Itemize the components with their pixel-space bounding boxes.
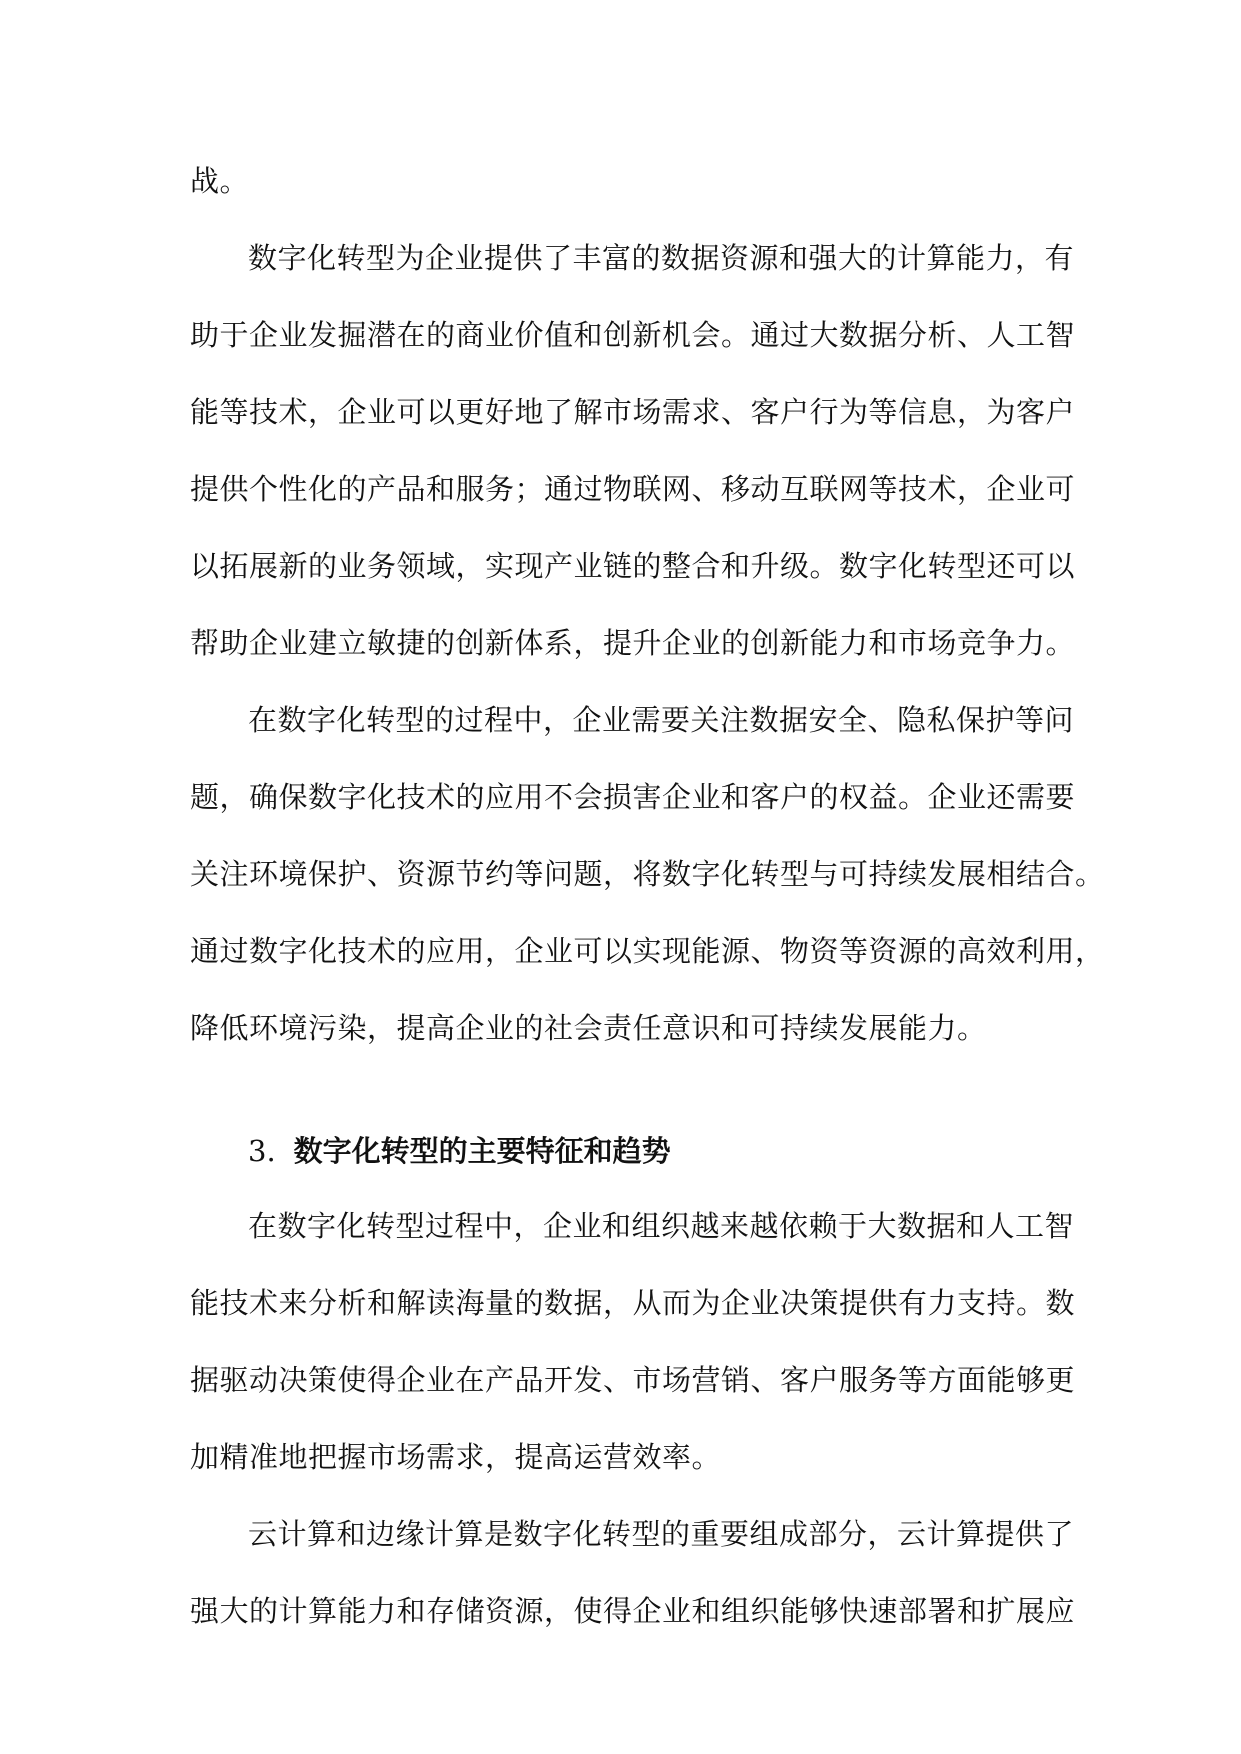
paragraph-1 — [190, 220, 1076, 682]
paragraph-line: 关注环境保护、资源节约等问题，将数字化转型与可持续发展相结合。 — [190, 857, 1105, 891]
paragraph-line: 强大的计算能力和存储资源，使得企业和组织能够快速部署和扩展应 — [190, 1594, 1076, 1628]
paragraph-line: 帮助企业建立敏捷的创新体系，提升企业的创新能力和市场竞争力。 — [190, 626, 1076, 660]
continued-text-line: 战。 — [190, 164, 250, 198]
paragraph-line: 助于企业发掘潜在的商业价值和创新机会。通过大数据分析、人工智 — [190, 318, 1076, 352]
paragraph-line: 在数字化转型的过程中，企业需要关注数据安全、隐私保护等问 — [248, 703, 1075, 737]
paragraph-line: 能等技术，企业可以更好地了解市场需求、客户行为等信息，为客户 — [190, 395, 1076, 429]
paragraph-line: 以拓展新的业务领域，实现产业链的整合和升级。数字化转型还可以 — [190, 549, 1076, 583]
paragraph-line: 据驱动决策使得企业在产品开发、市场营销、客户服务等方面能够更 — [190, 1363, 1076, 1397]
paragraph-line: 题，确保数字化技术的应用不会损害企业和客户的权益。企业还需要 — [190, 780, 1076, 814]
document-body — [190, 143, 1105, 1650]
paragraph-line: 数字化转型为企业提供了丰富的数据资源和强大的计算能力，有 — [248, 241, 1075, 275]
paragraph-line: 云计算和边缘计算是数字化转型的重要组成部分，云计算提供了 — [248, 1517, 1075, 1551]
paragraph-2 — [190, 682, 1105, 1067]
paragraph-line: 在数字化转型过程中，企业和组织越来越依赖于大数据和人工智 — [248, 1209, 1075, 1243]
section-title: 数字化转型的主要特征和趋势 — [293, 1134, 671, 1168]
paragraph-line: 加精准地把握市场需求，提高运营效率。 — [190, 1440, 722, 1474]
paragraph-3 — [190, 1188, 1076, 1496]
section-number: 3. — [248, 1134, 276, 1168]
section-heading — [190, 1114, 1050, 1188]
paragraph-line: 能技术来分析和解读海量的数据，从而为企业决策提供有力支持。数 — [190, 1286, 1076, 1320]
paragraph-line: 降低环境污染，提高企业的社会责任意识和可持续发展能力。 — [190, 1011, 987, 1045]
spacer — [190, 1067, 1050, 1114]
paragraph-4 — [190, 1496, 1076, 1650]
paragraph-line: 通过数字化技术的应用，企业可以实现能源、物资等资源的高效利用， — [190, 934, 1105, 968]
paragraph-line: 提供个性化的产品和服务；通过物联网、移动互联网等技术，企业可 — [190, 472, 1076, 506]
